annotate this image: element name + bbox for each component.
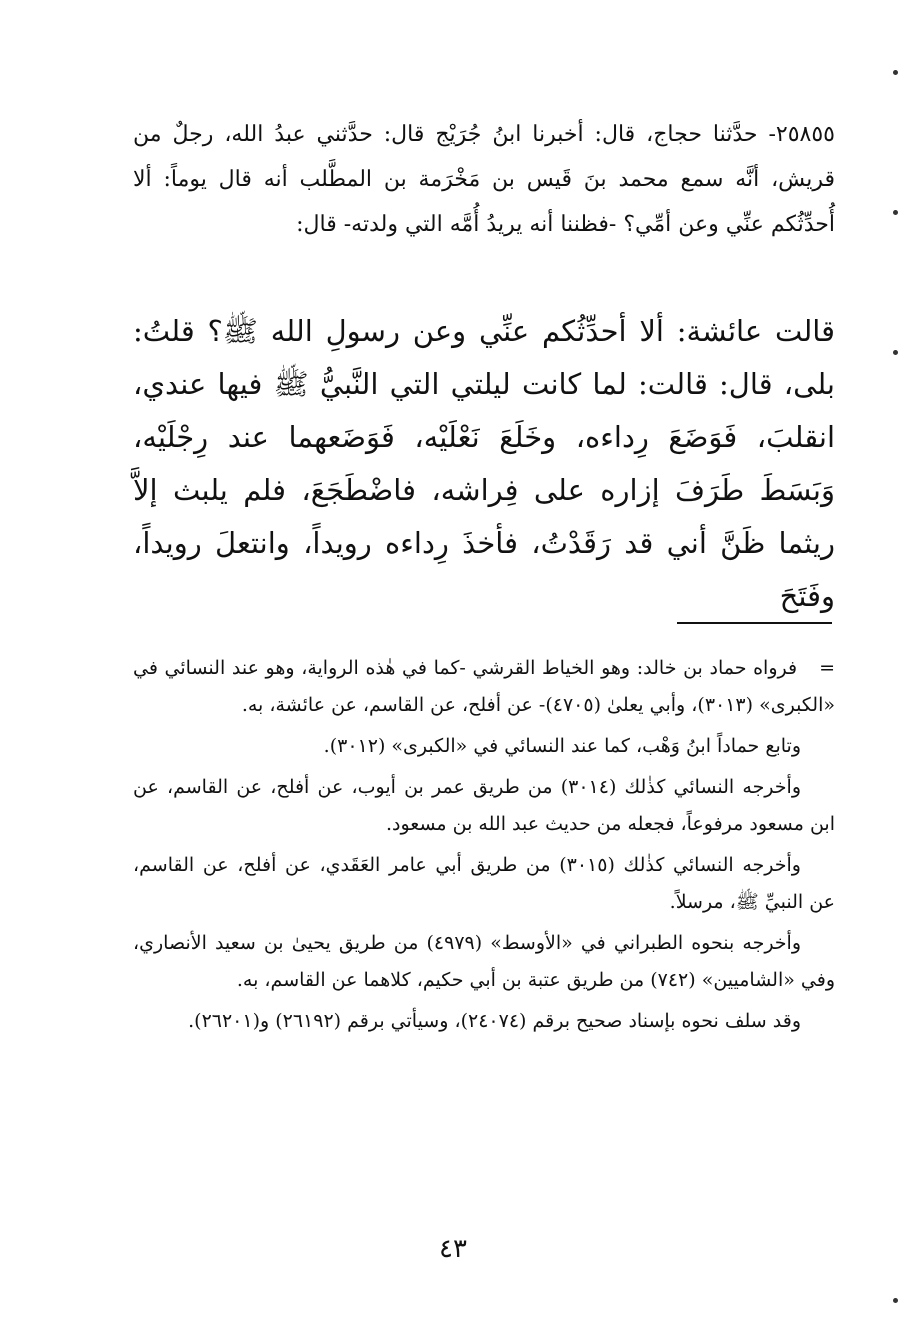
footnote-separator [677,622,832,624]
hadith-isnad [133,112,835,247]
scan-speck [893,1298,898,1303]
footnote-paragraph: وتابع حماداً ابنُ وَهْب، كما عند النسائي في «الكبرى» (٣٠١٢). [323,735,801,757]
page-number: ٤٣ [439,1234,467,1264]
continuation-mark: = [819,657,835,679]
footnote-paragraph: وأخرجه بنحوه الطبراني في «الأوسط» (٤٩٧٩) من طريق يحيىٰ بن سعيد الأنصاري، وفي «الشاميين» (٧٤٢) من طريق عتبة بن أبي حكيم، كلاهما عن القاسم، به. [133,932,835,991]
scan-speck [893,70,898,75]
footnote-paragraph: وأخرجه النسائي كذٰلك (٣٠١٥) من طريق أبي عامر العَقَدي، عن أفلح، عن القاسم، عن النبيِّ ﷺ، مرسلاً. [133,854,835,913]
hadith-matn [133,305,835,623]
footnote-paragraph [133,650,835,724]
footnote-paragraph: وأخرجه النسائي كذٰلك (٣٠١٤) من طريق عمر بن أيوب، عن أفلح، عن القاسم، عن ابن مسعود مرفوعاً، فجعله من حديث عبد الله بن مسعود. [133,776,835,835]
footnote-text: فرواه حماد بن خالد: وهو الخياط القرشي -كما في هٰذه الرواية، وهو عند النسائي في «الكبرى» (٣٠١٣)، وأبي يعلىٰ (٤٧٠٥)- عن أفلح، عن القاسم، عن عائشة، به. [133,657,835,716]
footnote-paragraph: وقد سلف نحوه بإسناد صحيح برقم (٢٤٠٧٤)، وسيأتي برقم (٢٦١٩٢) و(٢٦٢٠١). [188,1010,801,1032]
scan-speck [893,350,898,355]
scan-speck [893,210,898,215]
footnotes [133,650,835,1044]
matn-text: قالت عائشة: ألا أحدِّثُكم عنِّي وعن رسولِ الله ﷺ؟ قلتُ: بلى، قال: قالت: لما كانت ليلتي التي النَّبيُّ ﷺ فيها عندي، انقلبَ، فَوَضَعَ رِداءه، وخَلَعَ نَعْلَيْه، فَوَضَعهما عند رِجْلَيْه، وَبَسَطَ طَرَفَ إزاره على فِراشه، فاضْطَجَعَ، فلم يلبث إلاَّ ريثما ظَنَّ أني قد رَقَدْتُ، فأخذَ رِداءه رويداً، وانتعلَ رويداً، وفَتَحَ [133,314,835,613]
isnad-text: ٢٥٨٥٥- حدَّثنا حجاج، قال: أخبرنا ابنُ جُرَيْج قال: حدَّثني عبدُ الله، رجلٌ من قريش، أنَّه سمع محمد بنَ قَيس بن مَخْرَمة بن المطَّلب أنه قال يوماً: ألا أُحدِّثُكم عنِّي وعن أمِّي؟ -فظننا أنه يريدُ أُمَّه التي ولدته- قال: [133,122,835,237]
